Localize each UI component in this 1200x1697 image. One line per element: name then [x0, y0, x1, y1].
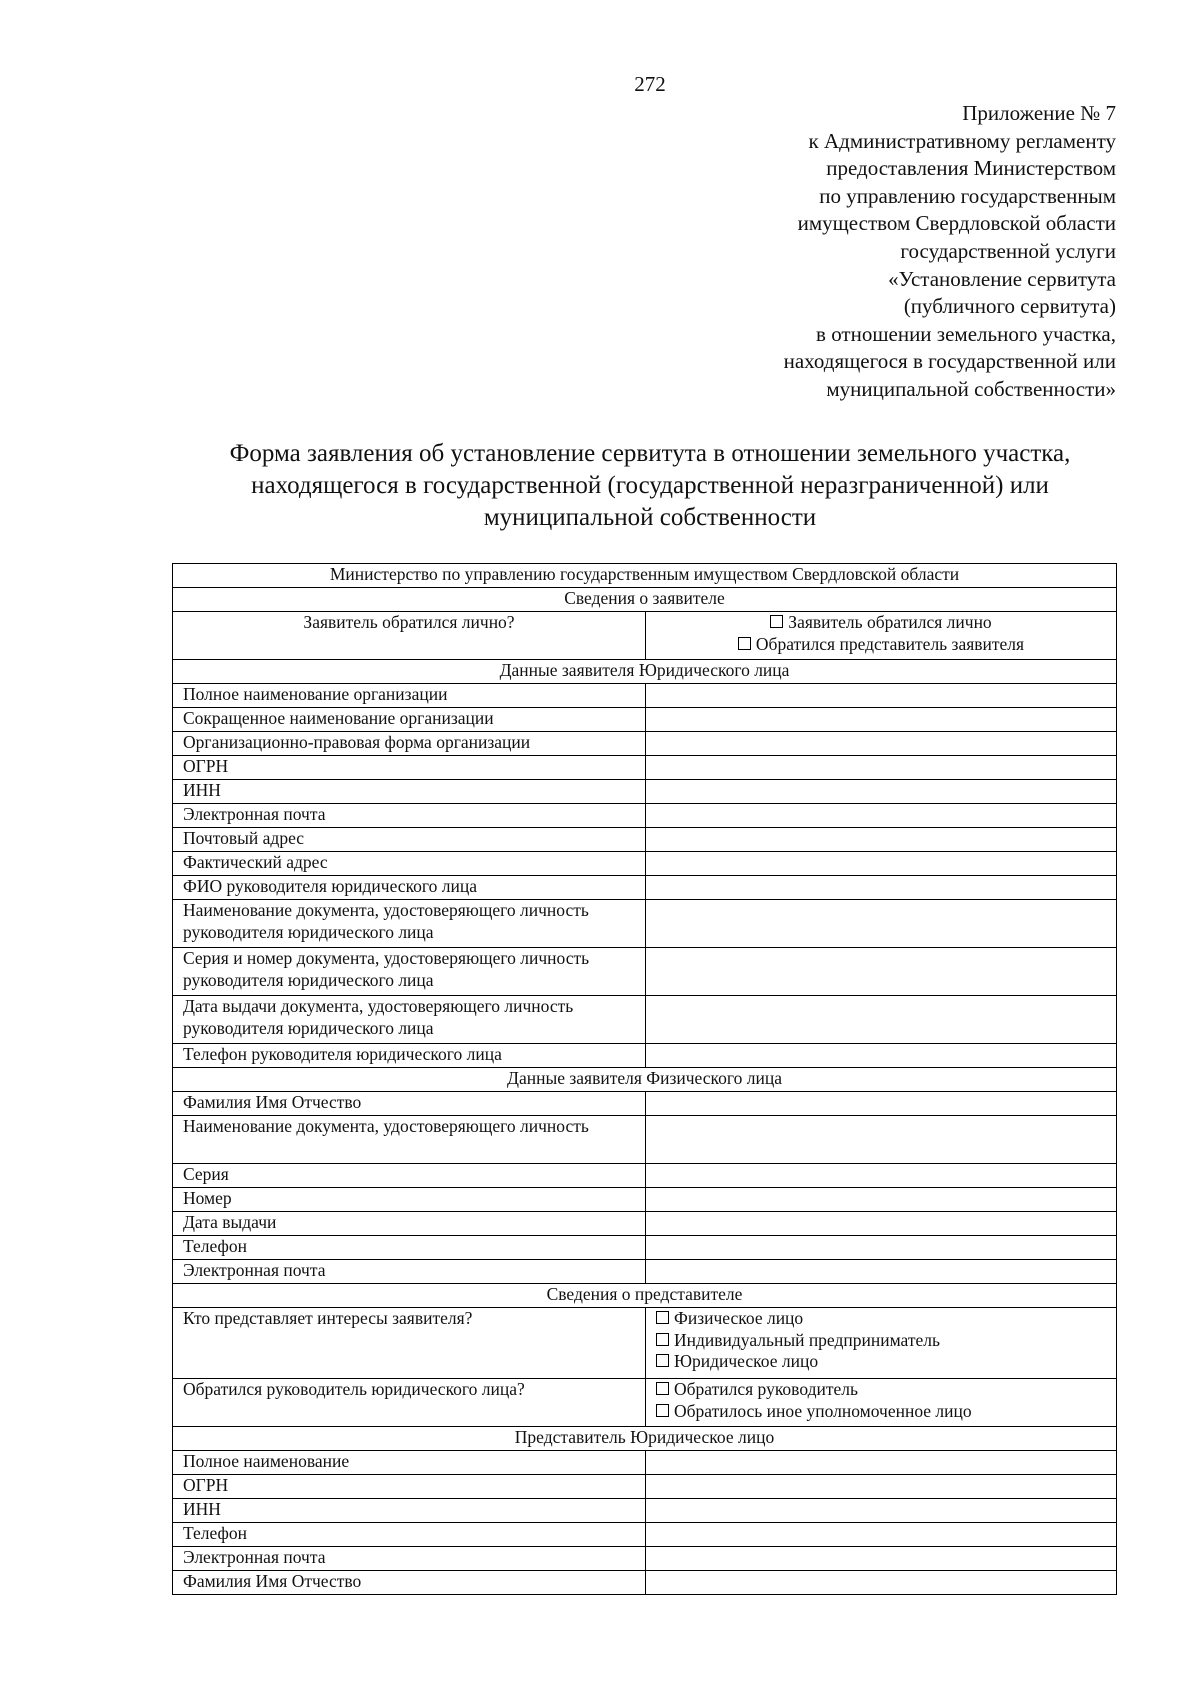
- ministry-header: Министерство по управлению государственным имуществом Свердловской области: [173, 564, 1117, 588]
- table-row: [173, 1092, 1117, 1116]
- field-value[interactable]: [646, 1499, 1117, 1523]
- table-row: [173, 708, 1117, 732]
- field-label: Электронная почта: [173, 804, 646, 828]
- field-label: Серия и номер документа, удостоверяющего личность руководителя юридического лица: [173, 948, 646, 996]
- page-number: 272: [634, 72, 666, 96]
- field-value[interactable]: [646, 1212, 1117, 1236]
- table-row: [173, 756, 1117, 780]
- field-label: Наименование документа, удостоверяющего личность руководителя юридического лица: [173, 900, 646, 948]
- appendix-line: находящегося в государственной или: [783, 349, 1116, 374]
- application-form-table: [172, 563, 1117, 1595]
- field-label: Сокращенное наименование организации: [173, 708, 646, 732]
- form-title: [100, 438, 1200, 534]
- option-individual[interactable]: Физическое лицо: [656, 1308, 1106, 1330]
- field-value[interactable]: [646, 780, 1117, 804]
- form-title-line: находящегося в государственной (государственной неразграниченной) или: [251, 472, 1049, 499]
- table-row: [173, 1044, 1117, 1068]
- field-label: Телефон: [173, 1523, 646, 1547]
- table-row: [173, 660, 1117, 684]
- table-row: [173, 1451, 1117, 1475]
- field-value[interactable]: [646, 1164, 1117, 1188]
- checkbox-icon[interactable]: [656, 1354, 669, 1367]
- table-row: [173, 612, 1117, 660]
- field-value[interactable]: [646, 1092, 1117, 1116]
- field-value[interactable]: [646, 804, 1117, 828]
- field-value[interactable]: [646, 1475, 1117, 1499]
- checkbox-icon[interactable]: [656, 1333, 669, 1346]
- table-row: [173, 732, 1117, 756]
- table-row: [173, 1427, 1117, 1451]
- table-row: [173, 1188, 1117, 1212]
- field-value[interactable]: [646, 876, 1117, 900]
- table-row: [173, 900, 1117, 948]
- checkbox-icon[interactable]: [770, 615, 783, 628]
- option-head-applied[interactable]: Обратился руководитель: [656, 1379, 1106, 1401]
- field-label: Фактический адрес: [173, 852, 646, 876]
- field-value[interactable]: [646, 756, 1117, 780]
- field-label: Организационно-правовая форма организации: [173, 732, 646, 756]
- field-value[interactable]: [646, 1523, 1117, 1547]
- appendix-line: Приложение № 7: [962, 101, 1116, 125]
- field-value[interactable]: [646, 708, 1117, 732]
- table-row: [173, 1308, 1117, 1379]
- table-row: [173, 804, 1117, 828]
- field-value[interactable]: [646, 732, 1117, 756]
- field-label: Электронная почта: [173, 1260, 646, 1284]
- head-applied-question: Обратился руководитель юридического лица?: [173, 1379, 646, 1427]
- table-row: [173, 564, 1117, 588]
- field-label: Почтовый адрес: [173, 828, 646, 852]
- field-value[interactable]: [646, 1451, 1117, 1475]
- field-value[interactable]: [646, 996, 1117, 1044]
- table-row: [173, 1116, 1117, 1164]
- table-row: [173, 828, 1117, 852]
- field-label: ОГРН: [173, 1475, 646, 1499]
- field-value[interactable]: [646, 1236, 1117, 1260]
- appendix-line: по управлению государственным: [819, 183, 1116, 208]
- applied-in-person-options: [646, 612, 1117, 660]
- field-value[interactable]: [646, 1044, 1117, 1068]
- table-row: [173, 1284, 1117, 1308]
- field-label: Полное наименование: [173, 1451, 646, 1475]
- appendix-line: государственной услуги: [900, 238, 1116, 263]
- option-entrepreneur[interactable]: Индивидуальный предприниматель: [656, 1330, 1106, 1352]
- table-row: [173, 948, 1117, 996]
- field-value[interactable]: [646, 1547, 1117, 1571]
- table-row: [173, 588, 1117, 612]
- applied-in-person-question: Заявитель обратился лично?: [173, 612, 646, 660]
- form-title-line: муниципальной собственности: [483, 504, 817, 531]
- who-represents-question: Кто представляет интересы заявителя?: [173, 1308, 646, 1379]
- table-row: [173, 876, 1117, 900]
- field-label: ИНН: [173, 780, 646, 804]
- appendix-line: (публичного сервитута): [903, 294, 1116, 319]
- who-represents-options: [646, 1308, 1117, 1379]
- checkbox-icon[interactable]: [656, 1382, 669, 1395]
- appendix-header: [556, 100, 1116, 404]
- table-row: [173, 1212, 1117, 1236]
- table-row: [173, 1475, 1117, 1499]
- table-row: [173, 780, 1117, 804]
- field-value[interactable]: [646, 1188, 1117, 1212]
- field-label: Наименование документа, удостоверяющего личность: [173, 1116, 646, 1164]
- table-row: [173, 1260, 1117, 1284]
- field-label: ФИО руководителя юридического лица: [173, 876, 646, 900]
- head-applied-options: [646, 1379, 1117, 1427]
- applicant-info-header: Сведения о заявителе: [173, 588, 1117, 612]
- table-row: [173, 1164, 1117, 1188]
- field-label: ИНН: [173, 1499, 646, 1523]
- field-value[interactable]: [646, 948, 1117, 996]
- table-row: [173, 1068, 1117, 1092]
- field-value[interactable]: [646, 900, 1117, 948]
- field-label: Номер: [173, 1188, 646, 1212]
- checkbox-icon[interactable]: [656, 1311, 669, 1324]
- field-label: Электронная почта: [173, 1547, 646, 1571]
- field-value[interactable]: [646, 852, 1117, 876]
- table-row: [173, 1236, 1117, 1260]
- field-value[interactable]: [646, 1260, 1117, 1284]
- appendix-line: к Административному регламенту: [808, 128, 1116, 153]
- appendix-line: имуществом Свердловской области: [797, 211, 1116, 236]
- field-value[interactable]: [646, 828, 1117, 852]
- table-row: [173, 1571, 1117, 1595]
- field-label: Дата выдачи документа, удостоверяющего личность руководителя юридического лица: [173, 996, 646, 1044]
- option-applied-by-representative[interactable]: Обратился представитель заявителя: [656, 634, 1106, 656]
- appendix-line: в отношении земельного участка,: [816, 321, 1116, 346]
- appendix-line: муниципальной собственности»: [826, 376, 1116, 401]
- table-row: [173, 1379, 1117, 1427]
- field-value[interactable]: [646, 684, 1117, 708]
- rep-legal-header: Представитель Юридическое лицо: [173, 1427, 1117, 1451]
- field-label: Серия: [173, 1164, 646, 1188]
- field-label: Телефон: [173, 1236, 646, 1260]
- field-label: ОГРН: [173, 756, 646, 780]
- field-label: Дата выдачи: [173, 1212, 646, 1236]
- field-label: Фамилия Имя Отчество: [173, 1571, 646, 1595]
- checkbox-icon[interactable]: [738, 637, 751, 650]
- table-row: [173, 1523, 1117, 1547]
- form-title-line: Форма заявления об установление сервитута в отношении земельного участка,: [229, 440, 1071, 467]
- table-row: [173, 684, 1117, 708]
- option-applied-in-person[interactable]: Заявитель обратился лично: [656, 612, 1106, 634]
- checkbox-icon[interactable]: [656, 1404, 669, 1417]
- representative-header: Сведения о представителе: [173, 1284, 1117, 1308]
- option-legal-entity[interactable]: Юридическое лицо: [656, 1351, 1106, 1373]
- option-other-authorized[interactable]: Обратилось иное уполномоченное лицо: [656, 1401, 1106, 1423]
- table-row: [173, 1547, 1117, 1571]
- table-row: [173, 852, 1117, 876]
- field-label: Фамилия Имя Отчество: [173, 1092, 646, 1116]
- table-row: [173, 1499, 1117, 1523]
- appendix-line: предоставления Министерством: [826, 156, 1116, 181]
- appendix-line: «Установление сервитута: [888, 266, 1116, 291]
- field-label: Телефон руководителя юридического лица: [173, 1044, 646, 1068]
- individual-header: Данные заявителя Физического лица: [173, 1068, 1117, 1092]
- field-label: Полное наименование организации: [173, 684, 646, 708]
- legal-entity-header: Данные заявителя Юридического лица: [173, 660, 1117, 684]
- field-value[interactable]: [646, 1116, 1117, 1164]
- field-value[interactable]: [646, 1571, 1117, 1595]
- table-row: [173, 996, 1117, 1044]
